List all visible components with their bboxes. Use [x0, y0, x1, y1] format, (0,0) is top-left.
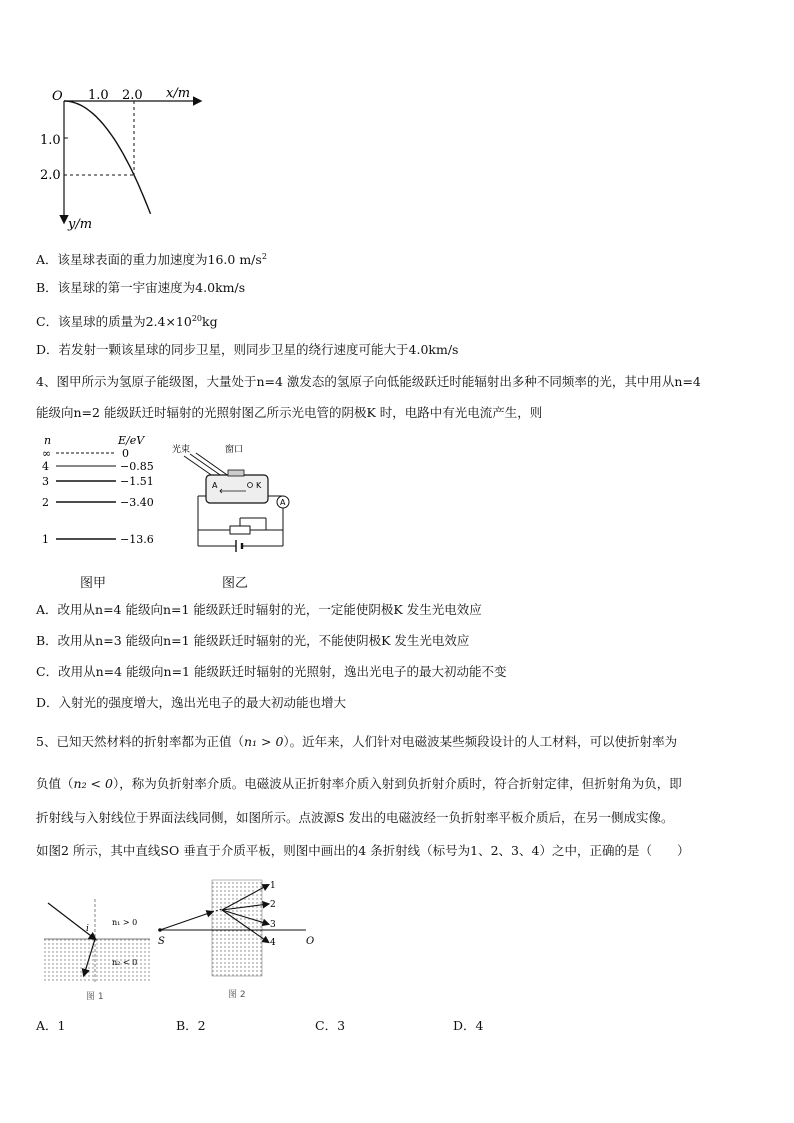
level-n-3: 3 [42, 475, 49, 488]
figure-jia-caption: 图甲 [80, 576, 107, 591]
y-tick-2: 2.0 [40, 168, 61, 183]
level-n-2: 2 [42, 496, 49, 509]
ammeter-label: A [280, 498, 286, 507]
level-header-e: E/eV [118, 434, 145, 447]
source-label-s: S [158, 936, 165, 947]
q3-option-c-sup: 20 [191, 314, 203, 323]
origin-label: O [52, 89, 63, 104]
ray-label-1: 1 [270, 881, 276, 891]
q3-option-a[interactable] [36, 248, 267, 269]
q3-option-c-text: C．该星球的质量为2.4×10 [36, 314, 192, 330]
q4-option-d[interactable]: D．入射光的强度增大，逸出光电子的最大初动能也增大 [36, 695, 347, 710]
ray-label-4: 4 [270, 938, 276, 948]
anode-label: A [212, 481, 218, 490]
energy-level-diagram [36, 432, 166, 554]
level-n-4: 4 [42, 460, 49, 473]
x-tick-1: 1.0 [88, 88, 109, 103]
y-axis-label: y/m [68, 217, 93, 232]
beam-label: 光束 [172, 445, 191, 455]
point-label-o: O [306, 936, 315, 947]
q3-option-c-unit: kg [202, 314, 218, 330]
q3-option-c[interactable] [36, 310, 218, 331]
trajectory-graph [40, 80, 220, 240]
window-label: 窗口 [225, 445, 244, 455]
figure-2-caption: 图 2 [228, 990, 246, 1000]
angle-i-label: i [86, 924, 89, 934]
level-e-inf: 0 [122, 447, 129, 460]
q4-option-a[interactable]: A．改用从n=4 能级向n=1 能级跃迁时辐射的光，一定能使阴极K 发生光电效应 [36, 602, 482, 617]
q3-option-a-sup: 2 [261, 252, 267, 261]
x-tick-2: 2.0 [122, 88, 143, 103]
q3-option-b[interactable]: B．该星球的第一宇宙速度为4.0km/s [36, 280, 246, 295]
ray-label-2: 2 [270, 900, 276, 910]
tube-window [228, 470, 244, 476]
level-e-1: −13.6 [120, 533, 154, 546]
x-axis-label: x/m [166, 86, 191, 101]
q3-option-d[interactable]: D．若发射一颗该星球的同步卫星，则同步卫星的绕行速度可能大于4.0km/s [36, 342, 459, 357]
y-tick-1: 1.0 [40, 133, 61, 148]
n1-math: n₁ > 0 [243, 734, 284, 749]
trajectory-curve [64, 101, 151, 214]
level-e-3: −1.51 [120, 475, 154, 488]
q4-stem-line1: 4、图甲所示为氢原子能级图，大量处于n=4 激发态的氢原子向低能级跃迁时能辐射出多种不同频率的光，其中用从n=4 [36, 374, 701, 389]
figure-2-slab [156, 874, 326, 1004]
n2-label: n₂ < 0 [112, 958, 138, 967]
q5-option-a[interactable]: A．1 [36, 1018, 66, 1033]
incident-ray-s [160, 912, 212, 930]
level-n-1: 1 [42, 533, 49, 546]
q5-stem-line4: 如图2 所示，其中直线SO 垂直于介质平板，则图中画出的4 条折射线（标号为1、2、3、4）之中，正确的是（ ） [36, 843, 690, 858]
q5-stem-line3: 折射线与入射线位于界面法线同侧，如图所示。点波源S 发出的电磁波经一负折射率平板介质后，在另一侧成实像。 [36, 810, 674, 825]
figure-1-caption: 图 1 [86, 992, 104, 1002]
level-n-inf: ∞ [42, 447, 52, 460]
figure-1-negative-refraction [40, 895, 152, 1005]
ray-label-3: 3 [270, 920, 276, 930]
q5-stem-line1: 5、已知天然材料的折射率都为正值（n₁ > 0）。近年来，人们针对电磁波某些频段设计的人工材料，可以使折射率为 [36, 734, 678, 749]
level-header-n: n [44, 434, 52, 447]
figure-yi-caption: 图乙 [222, 576, 249, 591]
phototube-circuit [170, 438, 295, 556]
q5-option-d[interactable]: D．4 [453, 1018, 484, 1033]
cathode-label: K [256, 481, 262, 490]
q5-option-b[interactable]: B．2 [176, 1018, 206, 1033]
q3-option-a-text: A．该星球表面的重力加速度为16.0 m/s [36, 252, 262, 268]
q4-stem-line2: 能级向n=2 能级跃迁时辐射的光照射图乙所示光电管的阴极K 时，电路中有光电流产生，则 [36, 405, 543, 420]
q5-option-c[interactable]: C．3 [315, 1018, 346, 1033]
rheostat [230, 526, 250, 534]
level-e-4: −0.85 [120, 460, 154, 473]
n2-math: n₂ < 0 [73, 776, 113, 791]
negative-slab [212, 880, 262, 976]
q4-option-b[interactable]: B．改用从n=3 能级向n=1 能级跃迁时辐射的光，不能使阴极K 发生光电效应 [36, 633, 470, 648]
level-e-2: −3.40 [120, 496, 154, 509]
q4-option-c[interactable]: C．改用从n=4 能级向n=1 能级跃迁时辐射的光照射，逸出光电子的最大初动能不变 [36, 664, 507, 679]
n1-label: n₁ > 0 [112, 918, 138, 927]
q5-stem-line2: 负值（n₂ < 0），称为负折射率介质。电磁波从正折射率介质入射到负折射介质时，符合折射定律，但折射角为负，即 [36, 776, 682, 791]
